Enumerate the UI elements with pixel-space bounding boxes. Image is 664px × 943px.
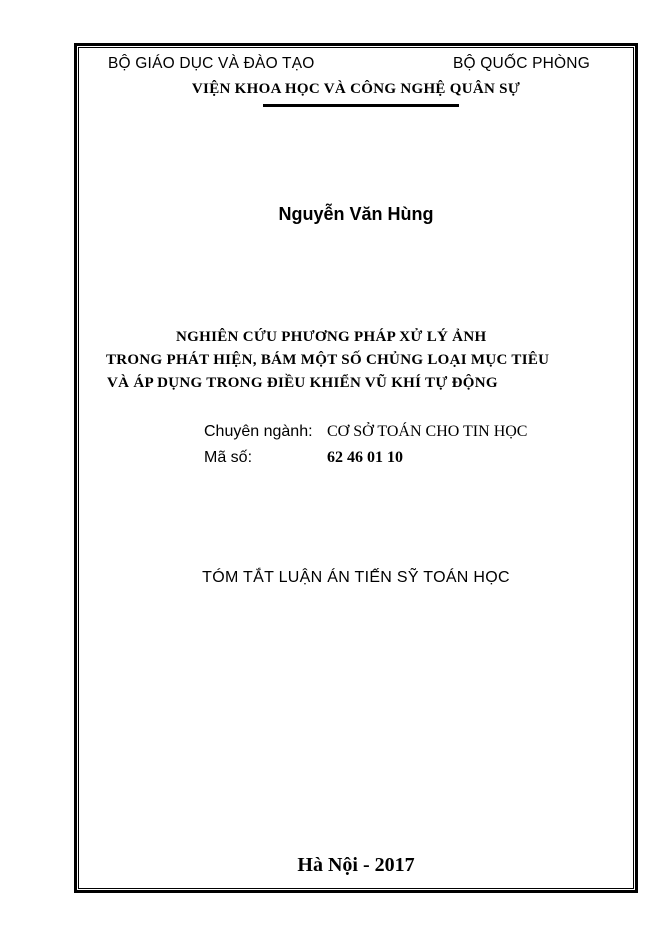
code-label: Mã số: — [204, 449, 253, 466]
ministry-left: BỘ GIÁO DỤC VÀ ĐÀO TẠO — [108, 55, 315, 72]
summary-heading: TÓM TẮT LUẬN ÁN TIẾN SỸ TOÁN HỌC — [202, 569, 510, 586]
thesis-title-line-1: NGHIÊN CỨU PHƯƠNG PHÁP XỬ LÝ ẢNH — [176, 329, 487, 345]
specialization-value: CƠ SỞ TOÁN CHO TIN HỌC — [327, 423, 528, 440]
thesis-title-line-3: VÀ ÁP DỤNG TRONG ĐIỀU KHIỂN VŨ KHÍ TỰ ĐỘNG — [107, 375, 498, 391]
specialization-label: Chuyên ngành: — [204, 423, 313, 440]
author-name: Nguyễn Văn Hùng — [278, 204, 434, 224]
institute-underline — [263, 104, 459, 107]
place-year: Hà Nội - 2017 — [297, 854, 415, 876]
inner-border — [78, 47, 634, 889]
code-value: 62 46 01 10 — [327, 449, 403, 466]
thesis-title-line-2: TRONG PHÁT HIỆN, BÁM MỘT SỐ CHỦNG LOẠI MỤC TIÊU — [106, 352, 550, 368]
institute-name: VIỆN KHOA HỌC VÀ CÔNG NGHỆ QUÂN SỰ — [191, 81, 521, 97]
ministry-right: BỘ QUỐC PHÒNG — [453, 55, 590, 72]
